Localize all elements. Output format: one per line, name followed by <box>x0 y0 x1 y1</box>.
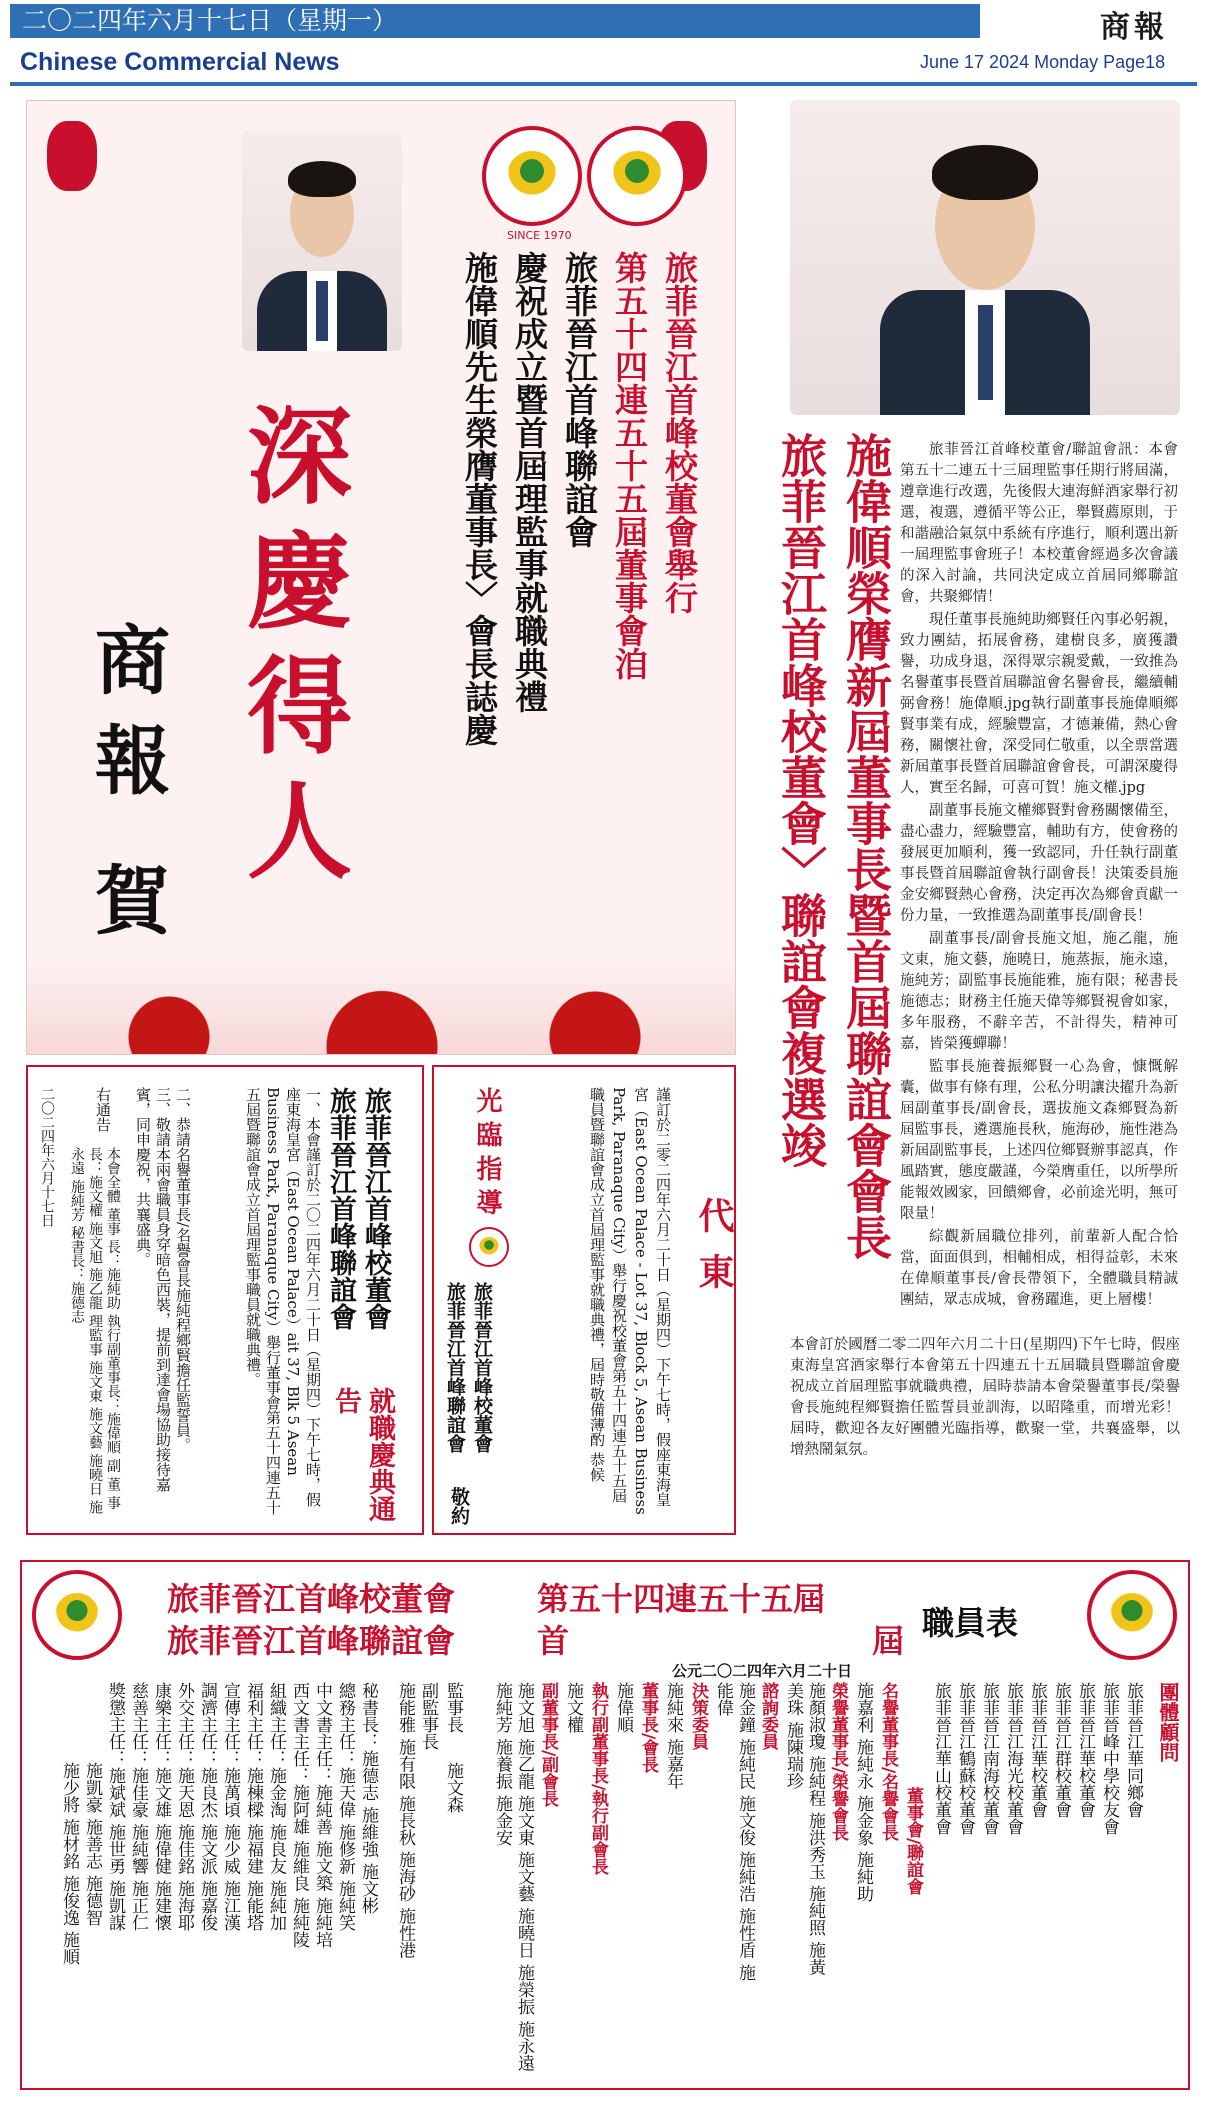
advisor: 旅菲晉江群校董會 <box>1051 1682 1071 1818</box>
advisors-title: 團體顧問 <box>1156 1682 1180 1762</box>
invitation <box>432 1065 736 1535</box>
role-names: 施良杰 施文派 施嘉俊 <box>197 1767 217 1931</box>
role-row: 中文書主任：施純善 施文築 施純培 <box>312 1682 332 1948</box>
invite-body: 謹訂於二零二四年六月二十日（星期四）下午七時，假座東海皇宮（East Ocean Palace - Lot 37, Block 5, Asean Business Park, Paranaque City）舉行慶祝校董會第五十四連五十五屆職員暨聯誼會成立首屆理監事就職典禮，屆時敬備薄酌 恭候 <box>588 1087 672 1515</box>
staff-header-first: 首 <box>537 1622 570 1660</box>
role-row: 西文書主任：施阿雄 施維良 施純陵 <box>289 1682 309 1948</box>
exec-name: 施文權 <box>563 1682 583 1733</box>
consult-names: 施金鐘 施純民 施文俊 施純浩 施性盾 施能偉 <box>713 1682 755 1982</box>
vsuper-title: 副監事長 <box>418 1682 438 1750</box>
notice-signers <box>68 1147 122 1517</box>
role-names: 施凱豪 施善志 施德智 <box>82 1762 102 1926</box>
sponsor-name: 商報 <box>83 621 171 821</box>
role-title: 宣傳主任 <box>220 1682 240 1750</box>
board-title: 董事會/聯誼會 <box>903 1787 923 1896</box>
big-congrats-phrase: 深慶得人 <box>230 401 354 901</box>
role-row: 調濟主任：施良杰 施文派 施嘉俊 <box>197 1682 217 1931</box>
advisor: 旅菲晉峰中學校友會 <box>1099 1682 1119 1835</box>
role-title: 外交主任 <box>174 1682 194 1750</box>
staff-header-list: 職員表 <box>922 1604 1019 1642</box>
notice-org-2: 旅菲晉江首峰聯誼會 <box>325 1087 356 1330</box>
role-title: 康樂主任 <box>151 1682 171 1750</box>
role-row: 外交主任：施天恩 施佳銘 施海耶 <box>174 1682 194 1931</box>
ad-headline-5: 施偉順先生榮膺董事長〉會長誌慶 <box>460 251 499 746</box>
portrait-photo <box>242 131 402 351</box>
seal-caption: SINCE 1970 <box>507 229 572 242</box>
role-row: 宣傳主任：施萬頃 施少威 施江漢 <box>220 1682 240 1931</box>
role-names: 施阿雄 施維良 施純陵 <box>289 1784 309 1948</box>
english-date: June 17 2024 Monday Page18 <box>920 52 1166 72</box>
advisor: 旅菲晉江華山校董會 <box>931 1682 951 1835</box>
role-title: 秘書長 <box>358 1682 378 1733</box>
notice-signer: 副 董 事 長：施文權 施文旭 施乙龍 <box>87 1147 121 1510</box>
ad-headline-4: 慶祝成立暨首屆理監事就職典禮 <box>510 251 549 713</box>
role-names: 施少將 施材銘 施俊逸 施順 <box>59 1762 79 1966</box>
notice-signer: 理監事 施文東 施文藝 施曉日 <box>87 1314 103 1496</box>
role-names: 施天恩 施佳銘 施海耶 <box>174 1767 194 1931</box>
congratulation-ad <box>26 100 736 1055</box>
role-names: 施金淘 施良友 施純加 <box>266 1767 286 1931</box>
role-title: 調濟主任 <box>197 1682 217 1750</box>
vsuper-names: 施能雅 施有限 施長秋 施海砂 施性港 <box>395 1682 415 1959</box>
honor-names: 施顏淑瓊 施純程 施洪秀玉 施純照 施黃美珠 施陳瑞珍 <box>783 1682 825 1976</box>
advisor: 旅菲晉江華校董會 <box>1075 1682 1095 1818</box>
school-seal-icon <box>482 126 582 226</box>
role-names: 施萬頃 施少威 施江漢 <box>220 1767 240 1931</box>
role-row: 慈善主任：施佳豪 施純響 施正仁 <box>128 1682 148 1931</box>
policy-title: 決策委員 <box>688 1682 708 1750</box>
role-row: 康樂主任：施文雄 施偉健 施建懷 <box>151 1682 171 1931</box>
chair-name: 施偉順 <box>613 1682 633 1733</box>
article-paragraph: 監事長施養振鄉賢一心為會，慷慨解囊，做事有條有理，公私分明讓決擢升為新屆副董事長/副會長，選拔施文森鄉賢為新屆監事長，遴選施長秋，施海砂，施性港為新屆副監事長，上述四位鄉賢辦事認真，作風踏實，態度嚴謹，今榮膺重任，以所學所能報效國家，回饋鄉會，必前途光明，無可限量！ <box>900 1059 1178 1222</box>
advisor: 旅菲晉江海光校董會 <box>1003 1682 1023 1835</box>
consult-title: 諮詢委員 <box>758 1682 778 1750</box>
role-title: 總務主任 <box>335 1682 355 1750</box>
notice-closing: 右通告 <box>94 1087 112 1132</box>
role-names: 施德志 施維強 施文彬 <box>358 1750 378 1914</box>
vice-title: 副董事長/副會長 <box>538 1682 558 1808</box>
hon-chair-names: 施嘉利 施純永 施金象 施純助 <box>853 1682 873 1903</box>
invite-org-1: 旅菲晉江首峰校董會 <box>471 1282 493 1453</box>
vice-names: 施文旭 施乙龍 施文東 施文藝 施曉日 施榮振 施永遠 施純芳 施養振 施金安 <box>492 1682 534 2072</box>
article-paragraph: 旅菲晉江首峰校董會/聯誼會訊：本會第五十二連五十三屆理監事任期行將屆滿，遵章進行改選，先後假大連海鮮酒家舉行初選，複選，遵循平等公正，舉賢薦原則，于和諧融洽氣氛中系統有序進行，順利選出新一屆理監事會班子！本校董會經過多次會議的深入討論，共同決定成立首屆同鄉聯誼會，共聚鄉情！ <box>900 442 1178 605</box>
invite-guest-title: 代東 <box>693 1197 735 1309</box>
inauguration-notice <box>26 1065 424 1535</box>
staff-header-ju: 屆 <box>872 1622 905 1660</box>
super-title: 監事長 <box>443 1682 463 1733</box>
notice-org-1: 旅菲晉江首峰校董會 <box>360 1087 391 1330</box>
advisor: 旅菲晉江南海校董會 <box>979 1682 999 1835</box>
role-names: 施文雄 施偉健 施建懷 <box>151 1767 171 1931</box>
english-name: Chinese Commercial News <box>20 48 340 76</box>
notice-item-3: 三、敬請本兩會職員身穿暗色西裝，提前到達會場協助接待嘉賓，同申慶祝，共襄盛典。 <box>134 1087 172 1492</box>
advisor: 旅菲晉江華同鄉會 <box>1123 1682 1143 1818</box>
staff-header-term: 第五十四連五十五屆 <box>537 1580 826 1618</box>
notice-item-2: 二、恭請名譽董事長/名譽會長施純程鄉賢擔任監誓員。 <box>174 1087 192 1453</box>
cloud-decoration <box>27 961 736 1055</box>
role-title: 福利主任 <box>243 1682 263 1750</box>
advisor: 旅菲晉江鶴蘇校董會 <box>955 1682 975 1835</box>
role-title: 獎懲主任 <box>105 1682 125 1750</box>
role-names: 施斌斌 施世勇 施凱謀 <box>105 1767 125 1931</box>
invite-seal-icon <box>469 1227 509 1267</box>
role-names: 施佳豪 施純響 施正仁 <box>128 1767 148 1931</box>
honor-title: 榮譽董事長/榮譽會長 <box>828 1682 848 1842</box>
role-row: 獎懲主任：施斌斌 施世勇 施凱謀 <box>105 1682 125 1931</box>
ad-headline-1: 旅菲晉江首峰校董會舉行 <box>660 251 699 614</box>
role-title: 組織主任 <box>266 1682 286 1750</box>
staff-list <box>20 1560 1190 2090</box>
role-row: 總務主任：施天偉 施修新 施純笑 <box>335 1682 355 1931</box>
article-paragraph: 副董事長/副會長施文旭，施乙龍，施文東，施文藝，施曉日，施蒸振，施永遠，施純芳；副監事長施能雅，施有限；秘書長施德志；財務主任施天偉等鄉賢視會如家，多年服務，不辭辛苦，不計得失，精神可嘉，皆榮獲蟬聯！ <box>900 931 1178 1052</box>
chair-title: 董事長/會長 <box>638 1682 658 1774</box>
role-names: 施棟樑 施福建 施能塔 <box>243 1767 263 1931</box>
article-paragraph: 副董事長施文權鄉賢對會務關懷備至，盡心盡力，經驗豐富，輔助有方，使會務的發展更加順利，獲一致認同，升任執行副董事長暨首屆聯誼會執行副會長！決策委員施金安鄉賢熱心會務，決定再次為鄉會貢獻一份力量，一致推選為副董事長/副會長！ <box>900 803 1178 924</box>
lantern-icon <box>47 121 97 191</box>
article-portrait <box>790 100 1180 415</box>
role-row <box>81 1762 103 1926</box>
notice-signer: 本會全體 董事 長：施純助 <box>105 1147 121 1310</box>
staff-date: 公元二〇二四年六月二十日 <box>672 1662 853 1680</box>
ad-headline-3: 旅菲晉江首峰聯誼會 <box>560 251 599 548</box>
hon-chair-title: 名譽董事長/名譽會長 <box>878 1682 898 1842</box>
notice-signer: 執行副董事長：施偉順 <box>105 1314 121 1455</box>
association-seal-icon <box>587 126 687 226</box>
invite-closing: 敬約 <box>448 1487 470 1525</box>
role-names: 施純善 施文築 施純培 <box>312 1784 332 1948</box>
masthead-logo: 商報 <box>1100 10 1168 45</box>
role-title: 中文書主任 <box>312 1682 332 1767</box>
notice-date: 二〇二四年六月十七日 <box>39 1087 55 1227</box>
notice-signer: 施永遠 施純芳 <box>69 1147 103 1515</box>
notice-signer: 秘書長：施德志 <box>69 1225 85 1324</box>
role-row: 秘書長：施德志 施維強 施文彬 <box>358 1682 378 1914</box>
notice-title: 就職慶典通告 <box>330 1387 395 1522</box>
role-names: 施天偉 施修新 施純笑 <box>335 1767 355 1931</box>
super-name: 施文森 <box>443 1762 463 1813</box>
exec-title: 執行副董事長/執行副會長 <box>588 1682 608 1876</box>
staff-header-org1: 旅菲晉江首峰校董會 <box>167 1580 456 1618</box>
masthead-date: 二〇二四年六月十七日（星期一） <box>10 4 980 38</box>
association-seal-icon <box>1087 1570 1177 1660</box>
sponsor-tail: 賀 <box>83 861 171 936</box>
advisor: 旅菲晉江華校董會 <box>1027 1682 1047 1818</box>
school-seal-icon <box>32 1570 122 1660</box>
article-body <box>900 440 1178 1313</box>
notice-item-1: 一、本會謹訂於二〇二四年六月二十日（星期四）下午七時，假座東海皇宮（East Ocean Palace）ait 37, Blk 5 Asean Business Park, Paranaque City）舉行董事會第五十四連五十五屆暨聯誼會成立首屆理監事職員就職典禮。 <box>244 1087 322 1515</box>
invite-phrase: 光臨指導 <box>472 1087 502 1223</box>
policy-names: 施純來 施嘉年 <box>663 1682 683 1790</box>
invite-org-2: 旅菲晉江首峰聯誼會 <box>444 1282 466 1453</box>
role-row: 福利主任：施棟樑 施福建 施能塔 <box>243 1682 263 1931</box>
role-row <box>58 1762 80 1965</box>
article-paragraph: 現任董事長施純助鄉賢任內事必躬親，致力團結，拓展會務，建樹良多，廣獲讚譽，功成身退，深得眾宗親愛戴，一致推為名譽董事長暨首屆聯誼會名譽會長，繼續輔弼會務！施偉順.jpg執行副董事長施偉順鄉賢事業有成，經驗豐富，才德兼備，熱心會務，關懷社會，深受同仁敬重，以全票當選新屆董事長暨首屆聯誼會會長，可謂深慶得人，實至名歸，可喜可賀！施文權.jpg <box>900 612 1178 796</box>
role-row: 組織主任：施金淘 施良友 施純加 <box>266 1682 286 1931</box>
ad-headline-2: 第五十四連五十五屆董事會洎 <box>610 251 649 680</box>
masthead-rule <box>10 82 1197 86</box>
article-title-2: 旅菲晉江首峰校董會〉聯誼會複選竣 <box>774 432 828 1168</box>
role-title: 慈善主任 <box>128 1682 148 1750</box>
article-title-1: 施偉順榮膺新屆董事長暨首屆聯誼會會長 <box>839 432 893 1260</box>
article-paragraph: 綜觀新屆職位排列，前輩新人配合恰當，面面俱到，相輔相成，相得益彰，未來在偉順董事長/會長帶領下，全體職員精誠團結，眾志成城，會務躍進，更上層樓！ <box>900 1229 1178 1308</box>
article-footer: 本會訂於國曆二零二四年六月二十日(星期四)下午七時，假座東海皇宮酒家舉行本會第五十四連五十五屆職員暨聯誼會慶祝成立首屆理監事就職典禮，屆時恭請本會榮譽董事長/榮譽會長施純程鄉賢擔任監誓員並訓海，以昭隆重，而增光彩！屆時，歡迎各友好團體光臨指導，歡聚一堂，共襄盛舉，以增熱鬧氣氛。 <box>790 1337 1180 1458</box>
role-title: 西文書主任 <box>289 1682 309 1767</box>
staff-header-org2: 旅菲晉江首峰聯誼會 <box>167 1622 456 1660</box>
